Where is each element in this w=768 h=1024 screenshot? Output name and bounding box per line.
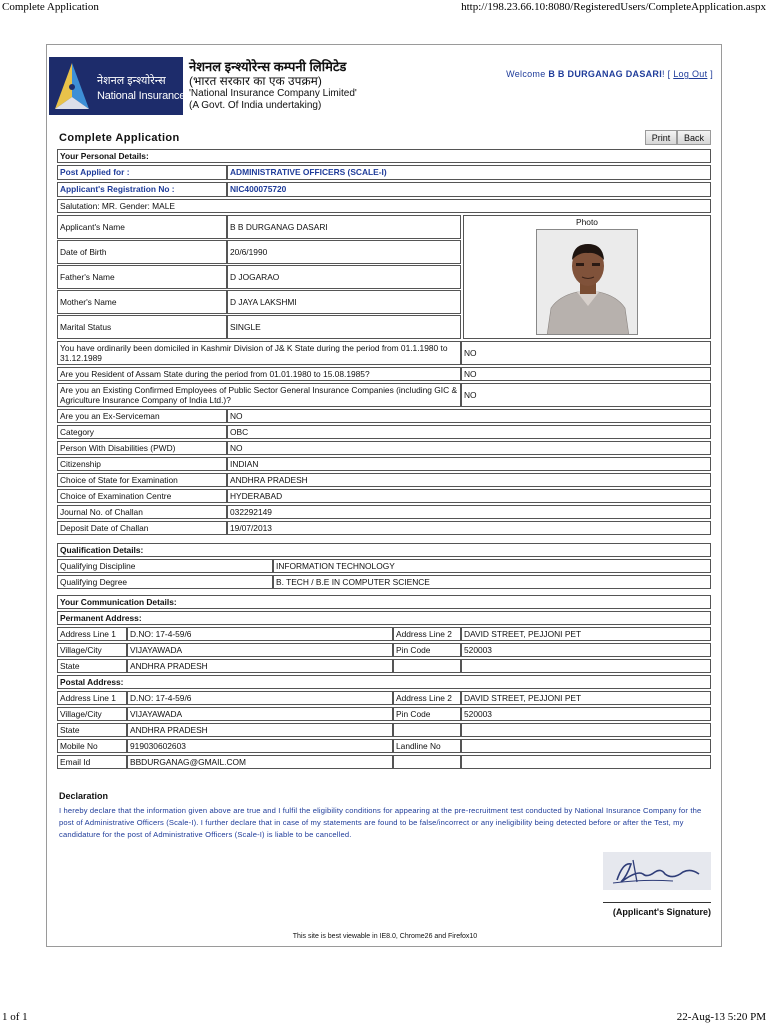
welcome-end: ] [710,69,713,79]
mobile-value: 919030602603 [127,739,393,753]
photo-label: Photo [576,217,598,227]
citizenship-value: INDIAN [227,457,711,471]
discipline-label: Qualifying Discipline [57,559,273,573]
salutation-row: Salutation: MR. Gender: MALE [57,199,711,213]
applicant-name-label: Applicant's Name [57,215,227,239]
logo-dark-panel [49,57,186,115]
postal-village-label: Village/City [57,707,127,721]
challan-date-value: 19/07/2013 [227,521,711,535]
print-footer [0,1011,768,1024]
email-value: BBDURGANAG@GMAIL.COM [127,755,393,769]
print-footer-datetime: 22-Aug-13 5:20 PM [676,1011,766,1023]
welcome-suffix: ! [ [662,69,671,79]
email-empty-label [393,755,461,769]
perm-addr1-label: Address Line 1 [57,627,127,641]
logo-hindi-small: नेशनल इन्श्योरेन्स [97,75,166,87]
browser-compatibility-note: This site is best viewable in IE8.0, Chrome26 and Firefox10 [292,933,478,940]
print-header-url: http://198.23.66.10:8080/RegisteredUsers/CompleteApplication.aspx [461,1,766,13]
perm-village-value: VIJAYAWADA [127,643,393,657]
ex-serviceman-value: NO [227,409,711,423]
perm-empty-value [461,659,711,673]
section-communication: Your Communication Details: [57,595,711,609]
father-name-label: Father's Name [57,265,227,289]
assam-answer: NO [461,367,711,381]
permanent-address-title: Permanent Address: [57,611,711,625]
logo-english-small: National Insurance [97,90,186,102]
landline-label: Landline No [393,739,461,753]
mother-name-label: Mother's Name [57,290,227,314]
challan-date-label: Deposit Date of Challan [57,521,227,535]
landline-value [461,739,711,753]
exam-state-value: ANDHRA PRADESH [227,473,711,487]
citizenship-label: Citizenship [57,457,227,471]
employee-question: Are you an Existing Confirmed Employees of Public Sector General Insurance Companies (including GIC & Agriculture Insurance Company of India Ltd.)? [57,383,461,407]
postal-addr2-value: DAVID STREET, PEJJONI PET [461,691,711,705]
postal-address-title: Postal Address: [57,675,711,689]
marital-status-label: Marital Status [57,315,227,339]
logo-hindi-sub: (भारत सरकार का एक उपक्रम) [189,74,322,88]
mobile-label: Mobile No [57,739,127,753]
company-emblem-icon [51,59,93,113]
company-logo [49,57,377,115]
postal-village-value: VIJAYAWADA [127,707,393,721]
perm-pin-label: Pin Code [393,643,461,657]
employee-answer: NO [461,383,711,407]
page-title: Complete Application [59,132,180,144]
dob-value: 20/6/1990 [227,240,461,264]
print-header-title: Complete Application [2,1,99,13]
print-footer-page: 1 of 1 [2,1011,28,1023]
email-label: Email Id [57,755,127,769]
postal-pin-label: Pin Code [393,707,461,721]
section-qualification: Qualification Details: [57,543,711,557]
postal-empty-label [393,723,461,737]
postal-state-label: State [57,723,127,737]
exam-centre-label: Choice of Examination Centre [57,489,227,503]
father-name-value: D JOGARAO [227,265,461,289]
kashmir-question: You have ordinarily been domiciled in Kashmir Division of J& K State during the period from 01.1.1980 to 31.12.1989 [57,341,461,365]
perm-addr1-value: D.NO: 17-4-59/6 [127,627,393,641]
perm-pin-value: 520003 [461,643,711,657]
perm-state-label: State [57,659,127,673]
degree-label: Qualifying Degree [57,575,273,589]
assam-question: Are you Resident of Assam State during the period from 01.01.1980 to 15.08.1985? [57,367,461,381]
print-button[interactable]: Print [645,130,677,145]
registration-label: Applicant's Registration No : [57,182,227,197]
perm-addr2-value: DAVID STREET, PEJJONI PET [461,627,711,641]
welcome-user: B B DURGANAG DASARI [548,69,663,79]
welcome-bar [506,69,713,79]
postal-pin-value: 520003 [461,707,711,721]
back-button[interactable]: Back [677,130,711,145]
logo-hindi-name: नेशनल इन्श्योरेन्स कम्पनी लिमिटेड [189,59,347,74]
kashmir-answer: NO [461,341,711,365]
welcome-prefix: Welcome [506,69,549,79]
declaration-title: Declaration [59,791,109,801]
signature-line [603,902,711,903]
logo-english-name: 'National Insurance Company Limited' [189,88,357,99]
applicant-name-value: B B DURGANAG DASARI [227,215,461,239]
postal-addr2-label: Address Line 2 [393,691,461,705]
degree-value: B. TECH / B.E IN COMPUTER SCIENCE [273,575,711,589]
ex-serviceman-label: Are you an Ex-Serviceman [57,409,227,423]
post-label: Post Applied for : [57,165,227,180]
category-value: OBC [227,425,711,439]
pwd-value: NO [227,441,711,455]
challan-journal-label: Journal No. of Challan [57,505,227,519]
application-frame [46,44,722,947]
signature-image [603,852,711,890]
section-personal: Your Personal Details: [57,149,711,163]
dob-label: Date of Birth [57,240,227,264]
postal-state-value: ANDHRA PRADESH [127,723,393,737]
perm-state-value: ANDHRA PRADESH [127,659,393,673]
postal-addr1-label: Address Line 1 [57,691,127,705]
applicant-photo [536,229,638,335]
perm-addr2-label: Address Line 2 [393,627,461,641]
category-label: Category [57,425,227,439]
postal-empty-value [461,723,711,737]
postal-addr1-value: D.NO: 17-4-59/6 [127,691,393,705]
logo-english-sub: (A Govt. Of India undertaking) [189,100,322,111]
registration-value: NIC400075720 [227,182,711,197]
logo-text-block [189,57,377,115]
mother-name-value: D JAYA LAKSHMI [227,290,461,314]
logout-link[interactable]: Log Out [673,69,708,79]
email-empty-value [461,755,711,769]
exam-centre-value: HYDERABAD [227,489,711,503]
applicant-photo-icon [537,230,638,335]
signature-label: (Applicant's Signature) [612,907,711,917]
perm-empty-label [393,659,461,673]
post-value: ADMINISTRATIVE OFFICERS (SCALE-I) [227,165,711,180]
print-header [0,1,768,17]
declaration-text: I hereby declare that the information given above are true and I fulfil the eligibility conditions for appearing at the pre-recruitment test conducted by National Insurance Company for the post of Administrative Officers (Scale-I). I further declare that in case of my statements are found to be false/incorrect or any ineligibility being detected before or after the Test, my candidature for the post of Administrative Officers (Scale-I) is liable to be cancelled. [59,806,702,839]
pwd-label: Person With Disabilities (PWD) [57,441,227,455]
perm-village-label: Village/City [57,643,127,657]
marital-status-value: SINGLE [227,315,461,339]
discipline-value: INFORMATION TECHNOLOGY [273,559,711,573]
challan-journal-value: 032292149 [227,505,711,519]
exam-state-label: Choice of State for Examination [57,473,227,487]
